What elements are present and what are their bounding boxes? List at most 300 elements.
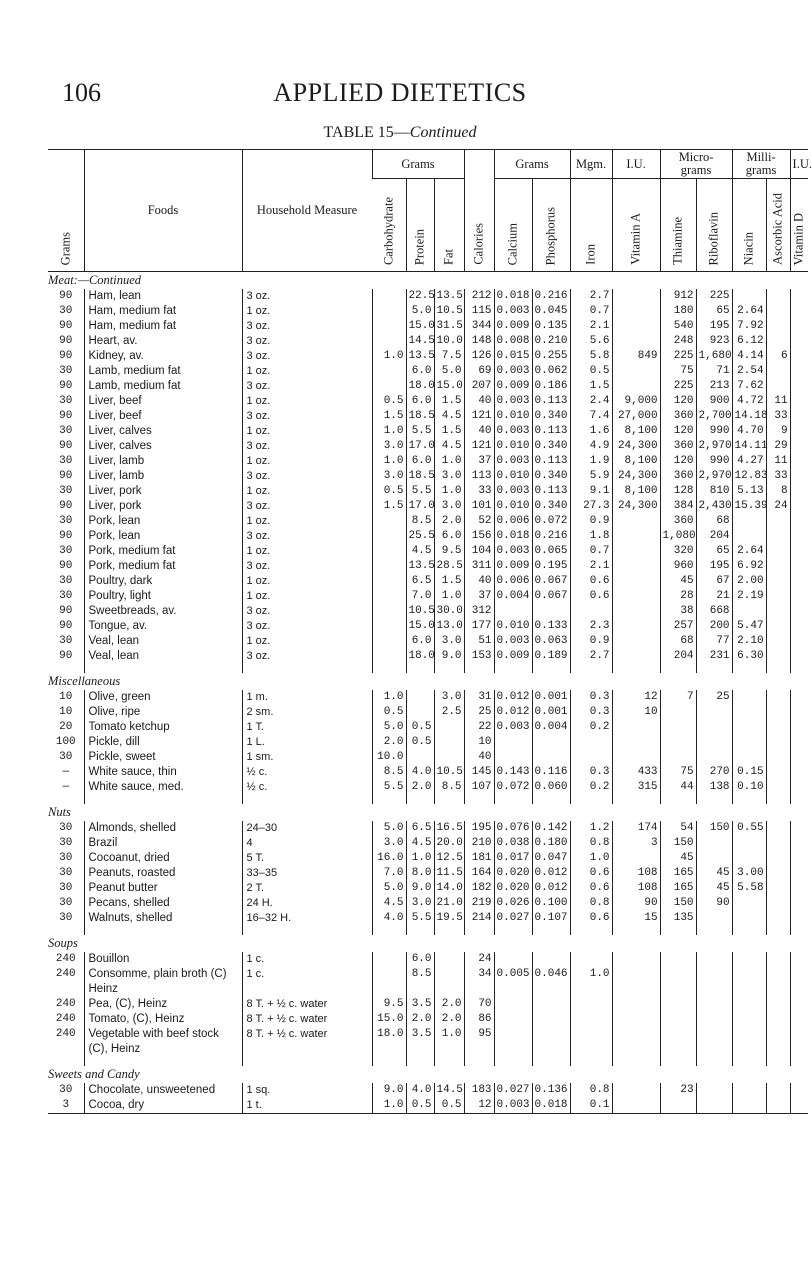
table-cell: 52 <box>464 514 494 529</box>
table-cell: 1.0 <box>570 851 612 866</box>
table-cell <box>612 750 660 765</box>
table-row <box>48 896 808 911</box>
table-cell: 0.018 <box>494 529 532 544</box>
table-cell <box>570 1012 612 1027</box>
table-cell <box>570 952 612 967</box>
table-cell: 29 <box>766 439 790 454</box>
table-cell: 1.0 <box>434 1027 464 1057</box>
table-cell: 30 <box>59 395 73 407</box>
table-cell: Veal, lean <box>84 649 242 664</box>
table-cell <box>612 952 660 967</box>
table-cell: 30 <box>59 455 73 467</box>
table-cell <box>790 439 808 454</box>
table-cell <box>612 589 660 604</box>
table-cell: 0.7 <box>570 544 612 559</box>
table-cell <box>790 952 808 967</box>
table-cell <box>732 967 766 997</box>
table-cell: Pickle, sweet <box>84 750 242 765</box>
table-cell: 21.0 <box>434 896 464 911</box>
table-cell: 100 <box>55 736 76 748</box>
table-cell: 320 <box>660 544 696 559</box>
table-cell <box>790 851 808 866</box>
table-cell: 30 <box>59 852 73 864</box>
section-header <box>48 1066 808 1083</box>
table-cell <box>790 544 808 559</box>
table-cell: 90 <box>59 380 73 392</box>
table-cell <box>660 1098 696 1114</box>
table-cell <box>766 1027 790 1057</box>
table-row <box>48 765 808 780</box>
table-cell <box>696 1083 732 1098</box>
table-cell: 31 <box>464 690 494 705</box>
table-cell: 13.5 <box>406 349 434 364</box>
table-cell: 225 <box>696 289 732 304</box>
table-cell <box>696 750 732 765</box>
table-cell <box>790 514 808 529</box>
table-cell: 107 <box>464 780 494 795</box>
table-cell: 5.8 <box>570 349 612 364</box>
table-cell: 24,300 <box>612 499 660 514</box>
table-cell <box>766 881 790 896</box>
table-cell <box>732 720 766 735</box>
table-cell: 30 <box>59 590 73 602</box>
table-cell: 0.189 <box>532 649 570 664</box>
table-cell: 95 <box>464 1027 494 1057</box>
table-cell <box>372 364 406 379</box>
table-cell: 1 c. <box>242 952 372 967</box>
table-cell <box>790 1098 808 1114</box>
table-cell: 7 <box>660 690 696 705</box>
table-row <box>48 649 808 664</box>
table-cell <box>790 589 808 604</box>
table-cell: 9 <box>766 424 790 439</box>
table-cell: 1 oz. <box>242 454 372 469</box>
table-cell: Almonds, shelled <box>84 821 242 836</box>
table-row <box>48 289 808 304</box>
table-cell: 270 <box>696 765 732 780</box>
table-cell <box>766 836 790 851</box>
table-cell: 1.0 <box>372 424 406 439</box>
section-spacer <box>48 664 808 673</box>
table-cell: 1 oz. <box>242 544 372 559</box>
table-cell: 16.0 <box>372 851 406 866</box>
table-row <box>48 574 808 589</box>
table-cell: 150 <box>696 821 732 836</box>
table-cell <box>790 484 808 499</box>
table-cell <box>790 619 808 634</box>
table-cell: 0.018 <box>532 1098 570 1114</box>
table-cell: 90 <box>59 320 73 332</box>
section-header <box>48 272 808 290</box>
table-cell: 1 oz. <box>242 574 372 589</box>
table-cell: 0.067 <box>532 589 570 604</box>
table-cell: 9,000 <box>612 394 660 409</box>
table-title-prefix: TABLE 15— <box>323 124 410 141</box>
col-ascorbic-acid: Ascorbic Acid <box>766 179 790 272</box>
table-cell: 1 oz. <box>242 634 372 649</box>
table-cell: 7.5 <box>434 349 464 364</box>
table-cell: 9.0 <box>406 881 434 896</box>
table-cell: 0.012 <box>532 866 570 881</box>
table-cell: 0.8 <box>570 1083 612 1098</box>
table-cell: 182 <box>464 881 494 896</box>
table-cell: 5.0 <box>372 821 406 836</box>
table-cell <box>766 604 790 619</box>
table-cell: Ham, medium fat <box>84 304 242 319</box>
table-row <box>48 821 808 836</box>
table-cell <box>766 619 790 634</box>
table-cell: 108 <box>612 866 660 881</box>
table-cell: 231 <box>696 649 732 664</box>
table-cell: 90 <box>59 500 73 512</box>
table-cell: 312 <box>464 604 494 619</box>
table-cell: 0.012 <box>494 690 532 705</box>
table-cell: 0.113 <box>532 394 570 409</box>
table-cell: 24,300 <box>612 469 660 484</box>
table-cell: 1 oz. <box>242 424 372 439</box>
table-row <box>48 409 808 424</box>
table-cell <box>790 997 808 1012</box>
table-cell <box>612 574 660 589</box>
table-cell: 54 <box>660 821 696 836</box>
table-row <box>48 589 808 604</box>
table-cell: 2.1 <box>570 319 612 334</box>
table-cell: 0.015 <box>494 349 532 364</box>
table-cell <box>612 720 660 735</box>
table-cell <box>570 735 612 750</box>
table-row <box>48 334 808 349</box>
table-cell <box>790 604 808 619</box>
table-cell: 30 <box>59 897 73 909</box>
table-cell: 0.008 <box>494 334 532 349</box>
col-calcium: Calcium <box>494 179 532 272</box>
table-cell: 18.0 <box>372 1027 406 1057</box>
table-cell: 165 <box>660 881 696 896</box>
table-cell <box>372 379 406 394</box>
table-cell: 0.009 <box>494 319 532 334</box>
table-cell: 21 <box>696 589 732 604</box>
table-cell: 2.1 <box>570 559 612 574</box>
table-cell: 148 <box>464 334 494 349</box>
table-cell: 0.003 <box>494 304 532 319</box>
table-cell <box>696 967 732 997</box>
table-cell: Liver, lamb <box>84 454 242 469</box>
table-cell: 384 <box>660 499 696 514</box>
table-cell: 0.072 <box>532 514 570 529</box>
table-cell: 7.0 <box>372 866 406 881</box>
table-cell: 3.5 <box>406 997 434 1012</box>
table-cell: 0.5 <box>570 364 612 379</box>
table-row <box>48 484 808 499</box>
table-cell: 1.6 <box>570 424 612 439</box>
table-cell: Liver, pork <box>84 484 242 499</box>
table-cell: 86 <box>464 1012 494 1027</box>
table-cell <box>434 720 464 735</box>
table-cell: 6.0 <box>406 454 434 469</box>
table-cell: 12 <box>612 690 660 705</box>
table-cell <box>766 319 790 334</box>
table-cell: 3 oz. <box>242 319 372 334</box>
table-cell: Liver, calves <box>84 424 242 439</box>
table-cell: 4.0 <box>406 765 434 780</box>
table-cell: 75 <box>660 765 696 780</box>
table-cell: 4.5 <box>434 409 464 424</box>
table-cell: 10 <box>612 705 660 720</box>
table-cell: 0.6 <box>570 574 612 589</box>
table-cell <box>732 952 766 967</box>
table-cell <box>766 589 790 604</box>
col-vitamin-d: Vitamin D <box>790 179 808 272</box>
section-header <box>48 804 808 821</box>
table-cell: Veal, lean <box>84 634 242 649</box>
table-cell: 40 <box>464 424 494 439</box>
table-cell: 1.0 <box>434 589 464 604</box>
table-cell: 3.0 <box>434 690 464 705</box>
table-cell: 120 <box>660 394 696 409</box>
table-cell <box>732 1098 766 1114</box>
table-cell: Liver, pork <box>84 499 242 514</box>
table-cell: 0.100 <box>532 896 570 911</box>
table-cell: 1 m. <box>242 690 372 705</box>
table-cell: 18.5 <box>406 469 434 484</box>
table-cell: 0.003 <box>494 544 532 559</box>
table-cell: 2,700 <box>696 409 732 424</box>
table-cell <box>766 514 790 529</box>
table-cell <box>372 529 406 544</box>
table-cell: 0.009 <box>494 649 532 664</box>
table-cell: 0.5 <box>406 720 434 735</box>
table-cell: 1 sm. <box>242 750 372 765</box>
table-cell <box>766 765 790 780</box>
col-niacin: Niacin <box>732 179 766 272</box>
table-cell: 9.0 <box>372 1083 406 1098</box>
col-fat: Fat <box>434 179 464 272</box>
table-cell: 183 <box>464 1083 494 1098</box>
table-cell: 34 <box>464 967 494 997</box>
table-cell: 0.006 <box>494 514 532 529</box>
table-cell: Lamb, medium fat <box>84 364 242 379</box>
table-cell: 9.5 <box>372 997 406 1012</box>
table-row <box>48 881 808 896</box>
table-cell: 5.9 <box>570 469 612 484</box>
table-cell: 912 <box>660 289 696 304</box>
table-cell <box>612 967 660 997</box>
table-cell: Pea, (C), Heinz <box>84 997 242 1012</box>
table-cell <box>766 866 790 881</box>
table-cell <box>790 454 808 469</box>
table-cell <box>790 735 808 750</box>
table-cell: 2.3 <box>570 619 612 634</box>
page-number: 106 <box>62 78 101 107</box>
table-cell: 0.255 <box>532 349 570 364</box>
table-cell <box>696 997 732 1012</box>
table-cell: 0.9 <box>570 514 612 529</box>
table-cell: 28.5 <box>434 559 464 574</box>
table-cell: 0.186 <box>532 379 570 394</box>
table-cell: Pork, medium fat <box>84 559 242 574</box>
table-cell: 4.0 <box>406 1083 434 1098</box>
table-cell: 15.0 <box>406 619 434 634</box>
table-cell: 10.0 <box>434 334 464 349</box>
table-cell: 38 <box>660 604 696 619</box>
table-cell <box>790 967 808 997</box>
table-cell <box>790 1012 808 1027</box>
table-cell: 0.018 <box>494 289 532 304</box>
table-cell: 15.39 <box>732 499 766 514</box>
table-cell: 30 <box>59 912 73 924</box>
table-cell: 0.010 <box>494 499 532 514</box>
table-cell: 15.0 <box>406 319 434 334</box>
table-cell: 8,100 <box>612 484 660 499</box>
table-cell: 1.2 <box>570 821 612 836</box>
table-cell <box>766 720 790 735</box>
table-cell <box>696 720 732 735</box>
table-cell: 0.133 <box>532 619 570 634</box>
table-cell <box>612 1098 660 1114</box>
table-cell: 45 <box>696 866 732 881</box>
table-cell <box>790 334 808 349</box>
table-cell <box>790 821 808 836</box>
table-cell: 30 <box>59 575 73 587</box>
table-cell: 1 sq. <box>242 1083 372 1098</box>
table-cell: 27,000 <box>612 409 660 424</box>
table-cell: 2,430 <box>696 499 732 514</box>
table-cell: 0.004 <box>532 720 570 735</box>
table-cell: 344 <box>464 319 494 334</box>
table-cell: 3 oz. <box>242 499 372 514</box>
section-spacer <box>48 926 808 935</box>
table-cell <box>790 1027 808 1057</box>
table-cell <box>766 559 790 574</box>
table-cell: 6.0 <box>406 952 434 967</box>
table-cell <box>790 559 808 574</box>
table-cell: 18.5 <box>406 409 434 424</box>
table-cell: Pork, lean <box>84 514 242 529</box>
table-cell: 5.5 <box>406 484 434 499</box>
table-cell: 90 <box>59 470 73 482</box>
table-cell: Liver, lamb <box>84 469 242 484</box>
table-row <box>48 720 808 735</box>
table-cell: 8.5 <box>406 967 434 997</box>
table-cell: Peanut butter <box>84 881 242 896</box>
table-cell <box>790 720 808 735</box>
section-title: Nuts <box>48 805 71 819</box>
table-cell: 2,970 <box>696 469 732 484</box>
table-cell: 70 <box>464 997 494 1012</box>
table-cell <box>790 690 808 705</box>
table-cell: 1 oz. <box>242 514 372 529</box>
table-cell: 0.55 <box>732 821 766 836</box>
table-cell: 24,300 <box>612 439 660 454</box>
table-cell: 150 <box>660 896 696 911</box>
table-cell <box>790 896 808 911</box>
table-cell <box>732 997 766 1012</box>
table-cell <box>660 750 696 765</box>
table-cell <box>434 750 464 765</box>
table-cell: 0.010 <box>494 469 532 484</box>
table-cell: 33 <box>766 469 790 484</box>
table-cell <box>494 735 532 750</box>
table-cell: Tomato, (C), Heinz <box>84 1012 242 1027</box>
table-cell: 156 <box>464 529 494 544</box>
table-cell <box>766 705 790 720</box>
table-cell <box>696 836 732 851</box>
table-cell: 10.5 <box>434 304 464 319</box>
table-cell: 3 oz. <box>242 349 372 364</box>
table-cell: 5.5 <box>406 424 434 439</box>
table-cell <box>790 634 808 649</box>
table-cell: 17.0 <box>406 499 434 514</box>
table-cell: 0.027 <box>494 1083 532 1098</box>
table-cell: 14.11 <box>732 439 766 454</box>
table-cell: 7.4 <box>570 409 612 424</box>
table-cell <box>612 1027 660 1057</box>
table-cell <box>766 780 790 795</box>
table-cell: 120 <box>660 454 696 469</box>
table-cell: 360 <box>660 469 696 484</box>
table-cell: 22 <box>464 720 494 735</box>
table-cell: 65 <box>696 544 732 559</box>
table-cell <box>790 649 808 664</box>
table-cell: 25 <box>696 690 732 705</box>
table-cell <box>372 589 406 604</box>
table-cell: 1 oz. <box>242 304 372 319</box>
table-cell: 0.210 <box>532 334 570 349</box>
table-cell: 2.4 <box>570 394 612 409</box>
table-cell: 0.9 <box>570 634 612 649</box>
table-cell: 120 <box>660 424 696 439</box>
col-phosphorus: Phosphorus <box>532 179 570 272</box>
table-cell: 11.5 <box>434 866 464 881</box>
section-title: Miscellaneous <box>48 674 121 688</box>
table-cell: 1.8 <box>570 529 612 544</box>
table-cell: 12 <box>464 1098 494 1114</box>
table-cell: 30 <box>59 882 73 894</box>
table-cell: 69 <box>464 364 494 379</box>
table-cell: Heart, av. <box>84 334 242 349</box>
table-cell: White sauce, thin <box>84 765 242 780</box>
table-cell: 0.012 <box>532 881 570 896</box>
table-cell: 2.64 <box>732 304 766 319</box>
table-cell: 849 <box>612 349 660 364</box>
table-cell: 1.0 <box>406 851 434 866</box>
col-carbohydrate: Carbohydrate <box>372 179 406 272</box>
table-cell: 311 <box>464 559 494 574</box>
table-cell: 0.8 <box>570 836 612 851</box>
table-cell <box>660 952 696 967</box>
table-cell: 90 <box>696 896 732 911</box>
table-cell: 1 oz. <box>242 364 372 379</box>
table-cell: 195 <box>696 559 732 574</box>
table-cell: 45 <box>660 851 696 866</box>
table-cell: 0.003 <box>494 1098 532 1114</box>
table-cell: 4.27 <box>732 454 766 469</box>
table-cell: 3 <box>612 836 660 851</box>
table-cell: 90 <box>59 410 73 422</box>
table-cell: 0.020 <box>494 881 532 896</box>
table-cell: 1.0 <box>434 484 464 499</box>
table-cell <box>660 997 696 1012</box>
section-header <box>48 673 808 690</box>
table-cell: 14.5 <box>406 334 434 349</box>
table-row <box>48 1083 808 1098</box>
table-cell <box>766 1098 790 1114</box>
table-cell: 2.0 <box>406 780 434 795</box>
table-cell <box>766 574 790 589</box>
table-cell: 2.0 <box>372 735 406 750</box>
table-cell <box>612 379 660 394</box>
table-cell: 1,680 <box>696 349 732 364</box>
